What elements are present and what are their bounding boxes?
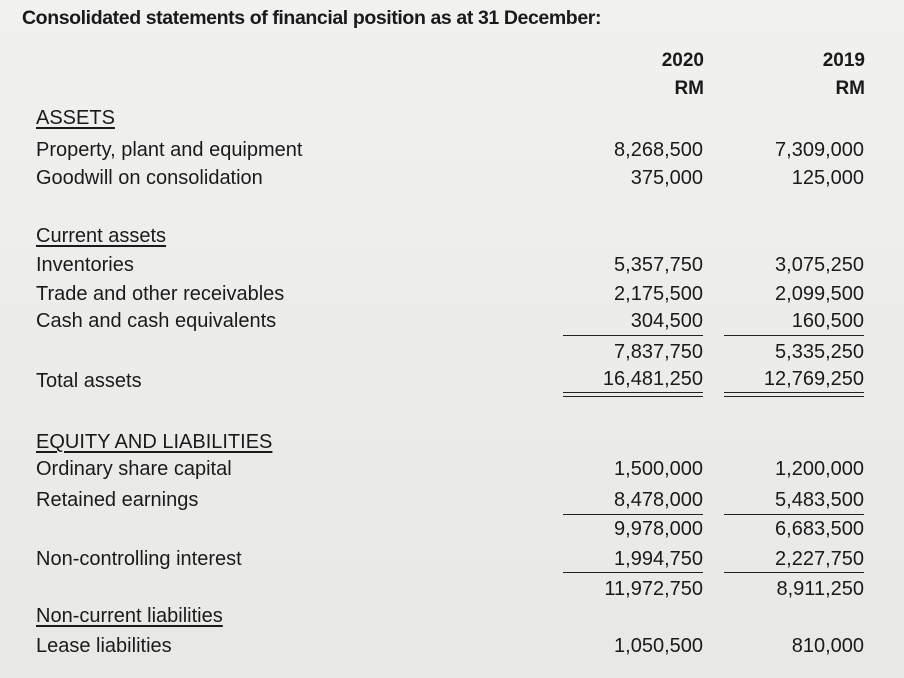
column-header-unit-2019: RM: [835, 78, 865, 99]
value-ppe-2020: 8,268,500: [614, 139, 703, 161]
assets-heading: ASSETS: [36, 107, 115, 129]
value-total-assets-2020: 16,481,250: [602, 368, 703, 390]
value-receivables-2019: 2,099,500: [775, 283, 864, 305]
value-cash-2019: 160,500: [791, 310, 864, 332]
row-label-receivables: Trade and other receivables: [36, 283, 285, 305]
subtotal-rule-2019: [724, 335, 864, 336]
value-ppe-2019: 7,309,000: [775, 139, 864, 161]
row-label-retained-earnings: Retained earnings: [36, 489, 199, 511]
value-current-assets-subtotal-2019: 5,335,250: [775, 341, 864, 363]
value-lease-liabilities-2020: 1,050,500: [614, 635, 703, 657]
row-label-lease-liabilities: Lease liabilities: [36, 635, 172, 657]
column-header-year-2020: 2020: [661, 50, 704, 71]
value-receivables-2020: 2,175,500: [614, 283, 703, 305]
value-nci-2020: 1,994,750: [614, 548, 703, 570]
row-label-total-assets: Total assets: [36, 370, 142, 392]
current-assets-heading: Current assets: [36, 225, 167, 247]
column-header-unit-2020: RM: [674, 78, 704, 99]
value-equity-total-2020: 11,972,750: [604, 578, 703, 600]
value-equity-subtotal-2020: 9,978,000: [614, 518, 703, 540]
row-label-inventories: Inventories: [36, 254, 134, 276]
total-double-rule-2019: [724, 392, 864, 397]
row-label-goodwill: Goodwill on consolidation: [36, 167, 263, 189]
row-label-nci: Non-controlling interest: [36, 548, 242, 570]
value-current-assets-subtotal-2020: 7,837,750: [614, 341, 703, 363]
value-share-capital-2020: 1,500,000: [614, 458, 703, 480]
value-share-capital-2019: 1,200,000: [775, 458, 864, 480]
equity-subtotal-rule-2020: [563, 514, 703, 515]
total-double-rule-2020: [563, 392, 703, 397]
equity-total-rule-2019: [724, 572, 864, 573]
statement-title: Consolidated statements of financial position as at 31 December:: [22, 7, 602, 29]
value-goodwill-2019: 125,000: [791, 167, 864, 189]
column-header-year-2019: 2019: [822, 50, 865, 71]
subtotal-rule-2020: [563, 335, 703, 336]
value-equity-total-2019: 8,911,250: [776, 578, 864, 600]
equity-subtotal-rule-2019: [724, 514, 864, 515]
value-equity-subtotal-2019: 6,683,500: [775, 518, 864, 540]
equity-liabilities-heading: EQUITY AND LIABILITIES: [36, 431, 273, 453]
value-cash-2020: 304,500: [630, 310, 703, 332]
value-retained-earnings-2020: 8,478,000: [614, 489, 703, 511]
non-current-liabilities-heading: Non-current liabilities: [36, 605, 223, 627]
value-total-assets-2019: 12,769,250: [763, 368, 864, 390]
row-label-cash: Cash and cash equivalents: [36, 310, 277, 332]
equity-total-rule-2020: [563, 572, 703, 573]
value-inventories-2020: 5,357,750: [614, 254, 703, 276]
value-goodwill-2020: 375,000: [630, 167, 703, 189]
value-nci-2019: 2,227,750: [775, 548, 864, 570]
value-inventories-2019: 3,075,250: [775, 254, 864, 276]
value-lease-liabilities-2019: 810,000: [791, 635, 864, 657]
row-label-ppe: Property, plant and equipment: [36, 139, 303, 161]
row-label-share-capital: Ordinary share capital: [36, 458, 232, 480]
value-retained-earnings-2019: 5,483,500: [775, 489, 864, 511]
